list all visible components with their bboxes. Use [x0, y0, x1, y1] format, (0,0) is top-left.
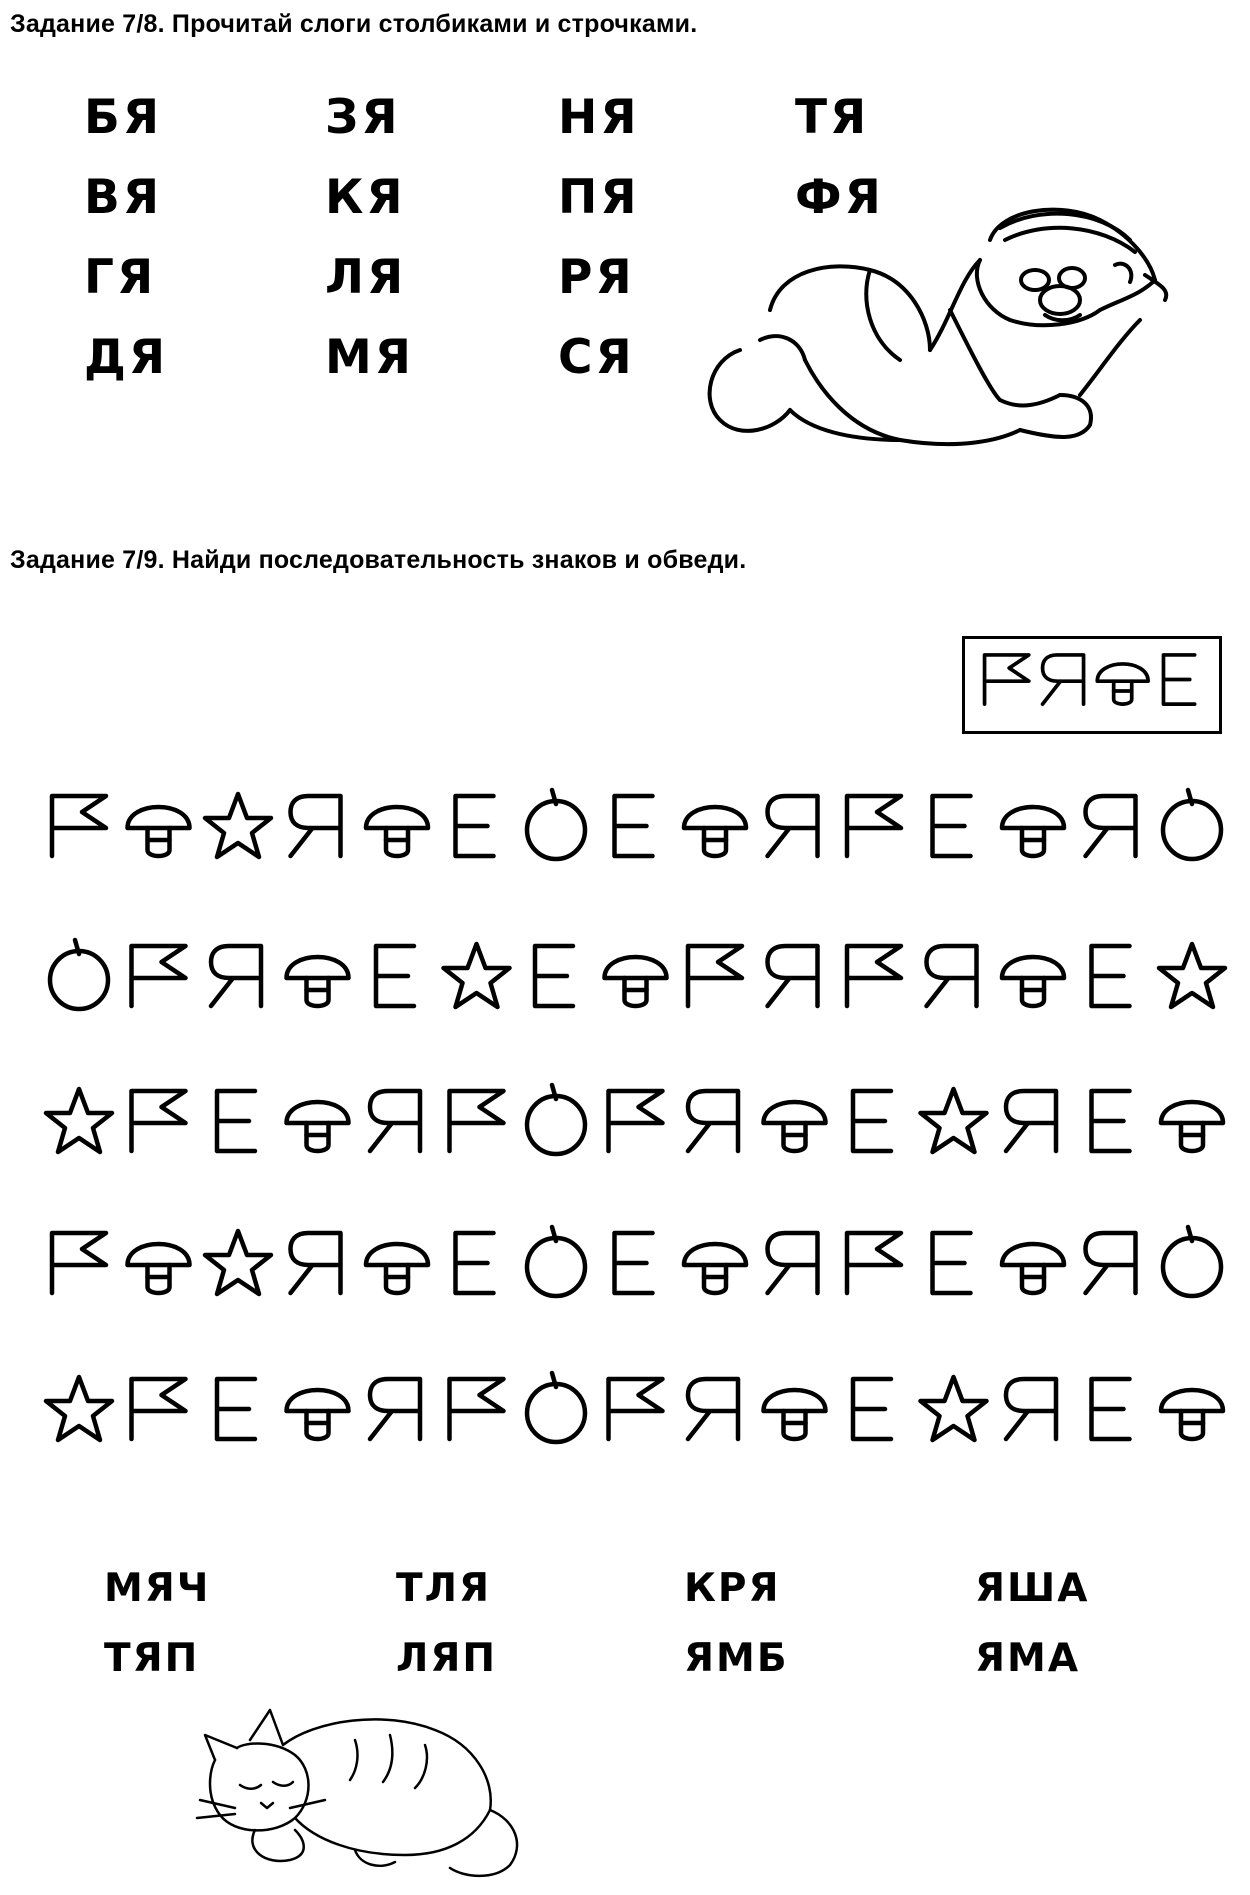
cat-icon	[195, 1700, 535, 1890]
e-symbol	[456, 1233, 494, 1293]
word: ЛЯП	[396, 1636, 498, 1681]
ya-symbol	[1086, 796, 1136, 856]
apple-symbol	[527, 1085, 585, 1154]
flag-symbol	[132, 1379, 186, 1439]
syllable: КЯ	[325, 170, 406, 225]
mushroom-symbol	[1002, 1244, 1064, 1293]
mushroom-symbol	[764, 1390, 826, 1439]
gnome-icon	[700, 200, 1170, 470]
task-title-7-9: Задание 7/9. Найди последовательность знаков и обведи.	[10, 546, 747, 574]
mushroom-symbol	[764, 1102, 826, 1151]
symbol-row	[50, 940, 1225, 1009]
ya-symbol	[1086, 1233, 1136, 1293]
e-symbol	[853, 1091, 891, 1151]
ya-symbol	[688, 1091, 738, 1151]
ya-symbol	[768, 796, 818, 856]
flag-symbol	[132, 1091, 186, 1151]
flag-symbol	[847, 796, 901, 856]
apple-symbol	[1163, 790, 1221, 859]
e-symbol	[535, 946, 573, 1006]
symbol-row	[46, 1373, 1223, 1442]
star-symbol	[444, 944, 510, 1007]
syllable: ЛЯ	[325, 250, 407, 305]
symbol-row	[52, 790, 1221, 859]
apple-symbol	[527, 1227, 585, 1296]
word: ЯША	[975, 1566, 1090, 1611]
apple-symbol	[527, 790, 585, 859]
e-symbol	[217, 1379, 255, 1439]
ya-symbol	[1043, 655, 1084, 704]
ya-symbol	[927, 946, 977, 1006]
e-symbol	[1163, 655, 1194, 704]
star-symbol	[921, 1089, 987, 1152]
ya-symbol	[688, 1379, 738, 1439]
flag-symbol	[847, 1233, 901, 1293]
ya-symbol	[1006, 1091, 1056, 1151]
ya-symbol	[768, 946, 818, 1006]
flag-symbol	[688, 946, 742, 1006]
e-symbol	[853, 1379, 891, 1439]
flag-symbol	[450, 1379, 504, 1439]
syllable: ДЯ	[84, 330, 169, 385]
mushroom-symbol	[1002, 957, 1064, 1006]
symbol-rows	[0, 780, 1250, 1440]
star-symbol	[205, 1231, 271, 1294]
e-symbol	[615, 1233, 653, 1293]
star-symbol	[1159, 944, 1225, 1007]
mushroom-symbol	[366, 807, 428, 856]
word: МЯЧ	[104, 1566, 211, 1611]
mushroom-symbol	[128, 1244, 190, 1293]
mushroom-symbol	[1002, 807, 1064, 856]
e-symbol	[933, 1233, 971, 1293]
mushroom-symbol	[684, 807, 746, 856]
mushroom-symbol	[1161, 1390, 1223, 1439]
ya-symbol	[291, 1233, 341, 1293]
symbol-row	[46, 1085, 1223, 1154]
flag-symbol	[609, 1379, 663, 1439]
mushroom-symbol	[1161, 1102, 1223, 1151]
mushroom-symbol	[287, 1390, 349, 1439]
e-symbol	[376, 946, 414, 1006]
syllable: ТЯ	[795, 90, 870, 145]
syllable: БЯ	[84, 90, 163, 145]
ya-symbol	[370, 1379, 420, 1439]
word: ТЯП	[104, 1636, 200, 1681]
e-symbol	[217, 1091, 255, 1151]
star-symbol	[46, 1377, 112, 1440]
e-symbol	[615, 796, 653, 856]
flag-symbol	[52, 1233, 106, 1293]
word: ТЛЯ	[396, 1566, 492, 1611]
mushroom-symbol	[605, 957, 667, 1006]
flag-symbol	[52, 796, 106, 856]
e-symbol	[456, 796, 494, 856]
syllable: НЯ	[558, 90, 640, 145]
syllable: СЯ	[558, 330, 635, 385]
mushroom-symbol	[287, 1102, 349, 1151]
syllable: МЯ	[325, 330, 414, 385]
e-symbol	[933, 796, 971, 856]
flag-symbol	[132, 946, 186, 1006]
ya-symbol	[370, 1091, 420, 1151]
syllable: ВЯ	[84, 170, 163, 225]
mushroom-symbol	[684, 1244, 746, 1293]
flag-symbol	[450, 1091, 504, 1151]
word: ЯМА	[975, 1636, 1081, 1681]
star-symbol	[921, 1377, 987, 1440]
syllable: ЗЯ	[325, 90, 401, 145]
star-symbol	[205, 794, 271, 857]
word: КРЯ	[684, 1566, 781, 1611]
e-symbol	[1092, 1379, 1130, 1439]
syllable: РЯ	[558, 250, 635, 305]
mushroom-symbol	[128, 807, 190, 856]
apple-symbol	[527, 1373, 585, 1442]
ya-symbol	[291, 796, 341, 856]
symbol-row	[52, 1227, 1221, 1296]
e-symbol	[1092, 946, 1130, 1006]
ya-symbol	[768, 1233, 818, 1293]
syllable: ГЯ	[84, 250, 157, 305]
mushroom-symbol	[366, 1244, 428, 1293]
star-symbol	[46, 1089, 112, 1152]
ya-symbol	[211, 946, 261, 1006]
apple-symbol	[50, 940, 108, 1009]
syllable: ПЯ	[558, 170, 640, 225]
flag-symbol	[609, 1091, 663, 1151]
task-title-7-8: Задание 7/8. Прочитай слоги столбиками и строчками.	[10, 10, 698, 38]
word: ЯМБ	[684, 1636, 789, 1681]
flag-symbol	[985, 655, 1029, 704]
mushroom-symbol	[1097, 664, 1148, 704]
apple-symbol	[1163, 1227, 1221, 1296]
mushroom-symbol	[287, 957, 349, 1006]
sample-sequence-box	[962, 636, 1222, 734]
e-symbol	[1092, 1091, 1130, 1151]
ya-symbol	[1006, 1379, 1056, 1439]
syllable: ФЯ	[795, 170, 884, 225]
flag-symbol	[847, 946, 901, 1006]
